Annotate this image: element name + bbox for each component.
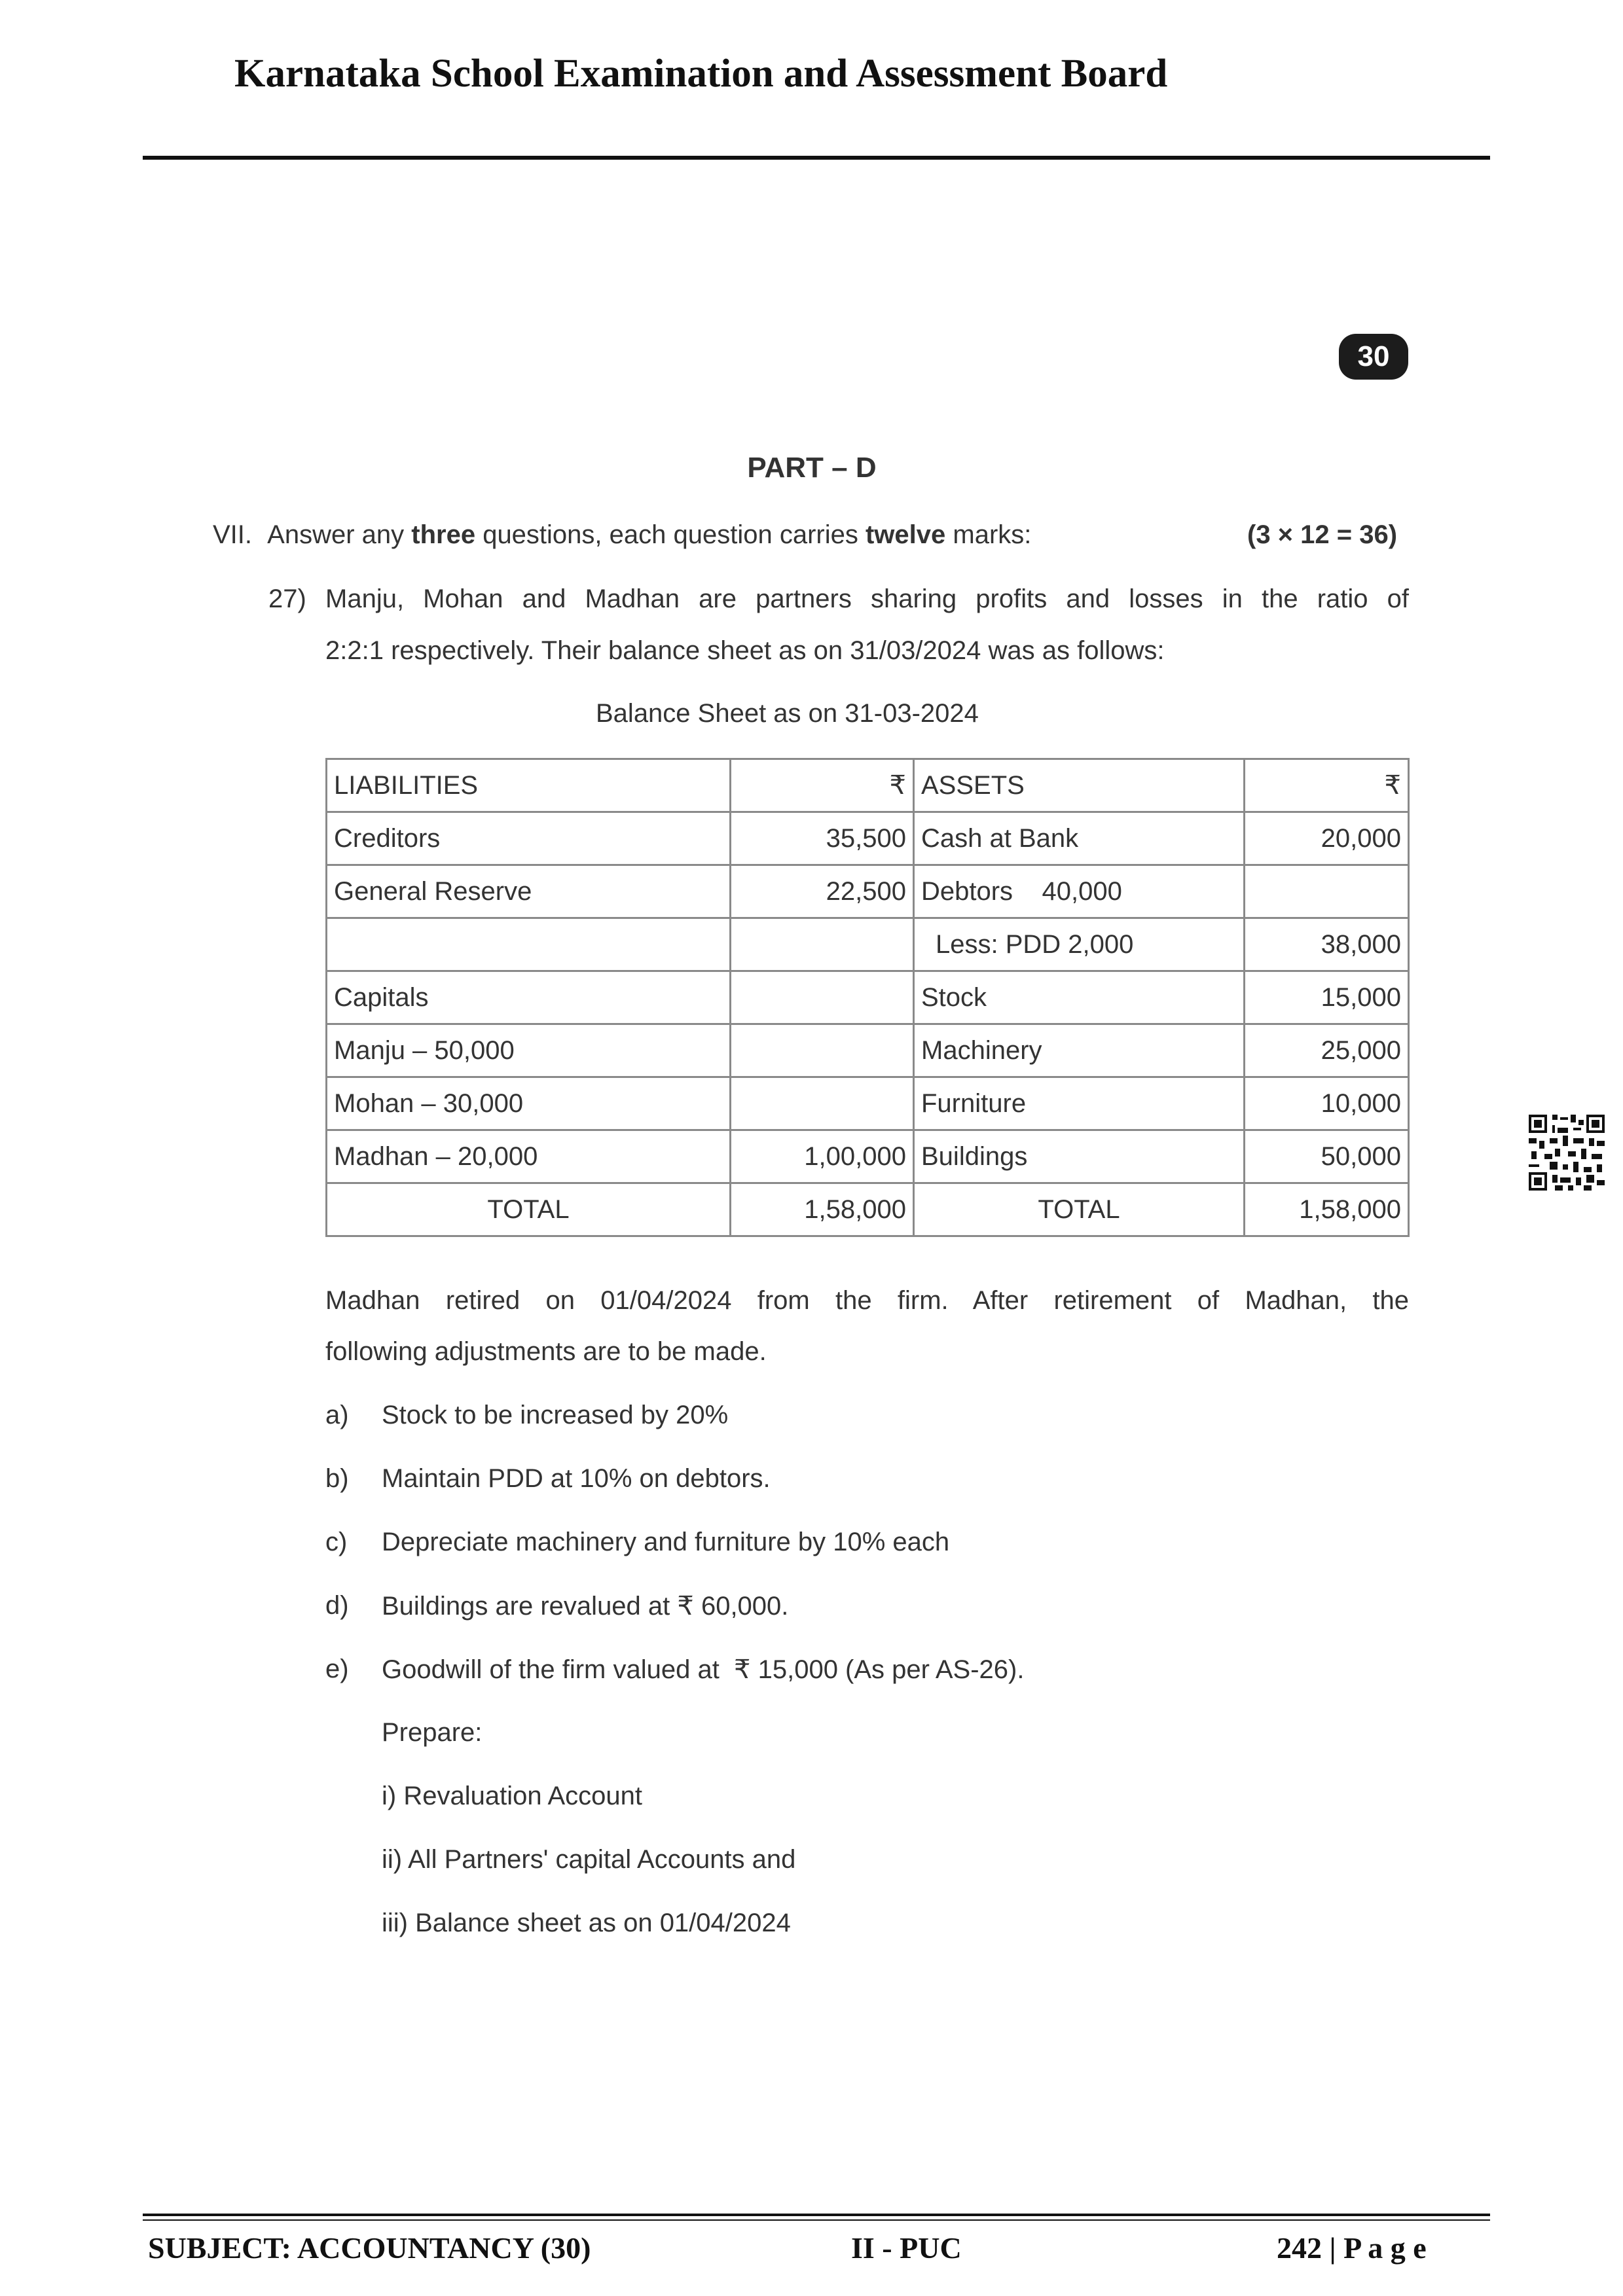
footer-subject: SUBJECT: ACCOUNTANCY (30) [148, 2231, 591, 2265]
asset-amount-cell [1245, 865, 1409, 918]
liability-amount-cell: 1,00,000 [731, 1130, 914, 1183]
table-row [327, 812, 1409, 865]
adjustment-text: Depreciate machinery and furniture by 10% each [382, 1528, 950, 1556]
balance-sheet-caption: Balance Sheet as on 31-03-2024 [596, 699, 979, 728]
rupee-header-left: ₹ [731, 759, 914, 812]
table-row [327, 1077, 1409, 1130]
total-label-right: TOTAL [914, 1183, 1245, 1236]
adjustment-label: d) [325, 1591, 349, 1620]
asset-amount-cell: 25,000 [1245, 1024, 1409, 1077]
adjustment-text: Buildings are revalued at ₹ 60,000. [382, 1592, 789, 1621]
question-line-2: 2:2:1 respectively. Their balance sheet as on 31/03/2024 was as follows: [325, 636, 1165, 665]
adjustment-label: e) [325, 1655, 349, 1683]
section-number: VII. [213, 520, 253, 549]
total-amount-left: 1,58,000 [731, 1183, 914, 1236]
asset-amount-cell: 20,000 [1245, 812, 1409, 865]
footer-rule-top [143, 2214, 1490, 2216]
adjustment-text: Goodwill of the firm valued at ₹ 15,000 (As per AS-26). [382, 1655, 1025, 1684]
total-amount-right: 1,58,000 [1245, 1183, 1409, 1236]
asset-amount-cell: 50,000 [1245, 1130, 1409, 1183]
asset-cell: Buildings [914, 1130, 1245, 1183]
assets-header: ASSETS [914, 759, 1245, 812]
table-row [327, 918, 1409, 971]
asset-cell: Stock [914, 971, 1245, 1024]
table-header-row [327, 759, 1409, 812]
adjustment-label: b) [325, 1464, 349, 1493]
prepare-heading: Prepare: [382, 1718, 483, 1747]
asset-cell: Less: PDD 2,000 [914, 918, 1245, 971]
liability-cell: Creditors [327, 812, 731, 865]
table-row [327, 1130, 1409, 1183]
prepare-item: i) Revaluation Account [382, 1782, 643, 1810]
asset-cell: Cash at Bank [914, 812, 1245, 865]
liability-amount-cell [731, 918, 914, 971]
liability-cell: Capitals [327, 971, 731, 1024]
rupee-header-right: ₹ [1245, 759, 1409, 812]
section-marks: (3 × 12 = 36) [1247, 520, 1398, 549]
total-row [327, 1183, 1409, 1236]
retirement-line-1: Madhan retired on 01/04/2024 from the firm. After retirement of Madhan, the [325, 1286, 1409, 1315]
section-instruction [213, 520, 1031, 550]
table-row [327, 865, 1409, 918]
board-title: Karnataka School Examination and Assessment Board [234, 52, 1168, 96]
liability-amount-cell [731, 971, 914, 1024]
liability-cell: Mohan – 30,000 [327, 1077, 731, 1130]
adjustment-label: a) [325, 1401, 349, 1429]
liability-amount-cell: 35,500 [731, 812, 914, 865]
question-number: 27) [268, 584, 306, 613]
table-row [327, 971, 1409, 1024]
liability-cell [327, 918, 731, 971]
adjustment-label: c) [325, 1528, 348, 1556]
footer-page-number: 242 | P a g e [1277, 2231, 1427, 2265]
part-heading: PART – D [747, 452, 877, 484]
prepare-item: iii) Balance sheet as on 01/04/2024 [382, 1909, 791, 1937]
footer-rule-bottom [143, 2219, 1490, 2221]
liability-amount-cell [731, 1077, 914, 1130]
retirement-line-2: following adjustments are to be made. [325, 1337, 767, 1366]
footer-class: II - PUC [851, 2231, 962, 2265]
liability-amount-cell: 22,500 [731, 865, 914, 918]
table-row [327, 1024, 1409, 1077]
asset-cell: Machinery [914, 1024, 1245, 1077]
prepare-item: ii) All Partners' capital Accounts and [382, 1845, 796, 1874]
liability-cell: General Reserve [327, 865, 731, 918]
header-rule [143, 156, 1490, 160]
liability-cell: Madhan – 20,000 [327, 1130, 731, 1183]
adjustment-text: Stock to be increased by 20% [382, 1401, 729, 1429]
question-line-1: Manju, Mohan and Madhan are partners sharing profits and losses in the ratio of [325, 584, 1409, 613]
asset-cell: Furniture [914, 1077, 1245, 1130]
asset-amount-cell: 15,000 [1245, 971, 1409, 1024]
asset-amount-cell: 38,000 [1245, 918, 1409, 971]
qr-code [1529, 1115, 1605, 1191]
liability-amount-cell [731, 1024, 914, 1077]
instruction-text: Answer any three questions, each question carries twelve marks: [267, 520, 1032, 549]
adjustment-text: Maintain PDD at 10% on debtors. [382, 1464, 771, 1493]
page-badge: 30 [1339, 334, 1408, 380]
total-label-left: TOTAL [327, 1183, 731, 1236]
asset-amount-cell: 10,000 [1245, 1077, 1409, 1130]
balance-sheet-table [325, 758, 1410, 1237]
liabilities-header: LIABILITIES [327, 759, 731, 812]
asset-cell: Debtors 40,000 [914, 865, 1245, 918]
liability-cell: Manju – 50,000 [327, 1024, 731, 1077]
